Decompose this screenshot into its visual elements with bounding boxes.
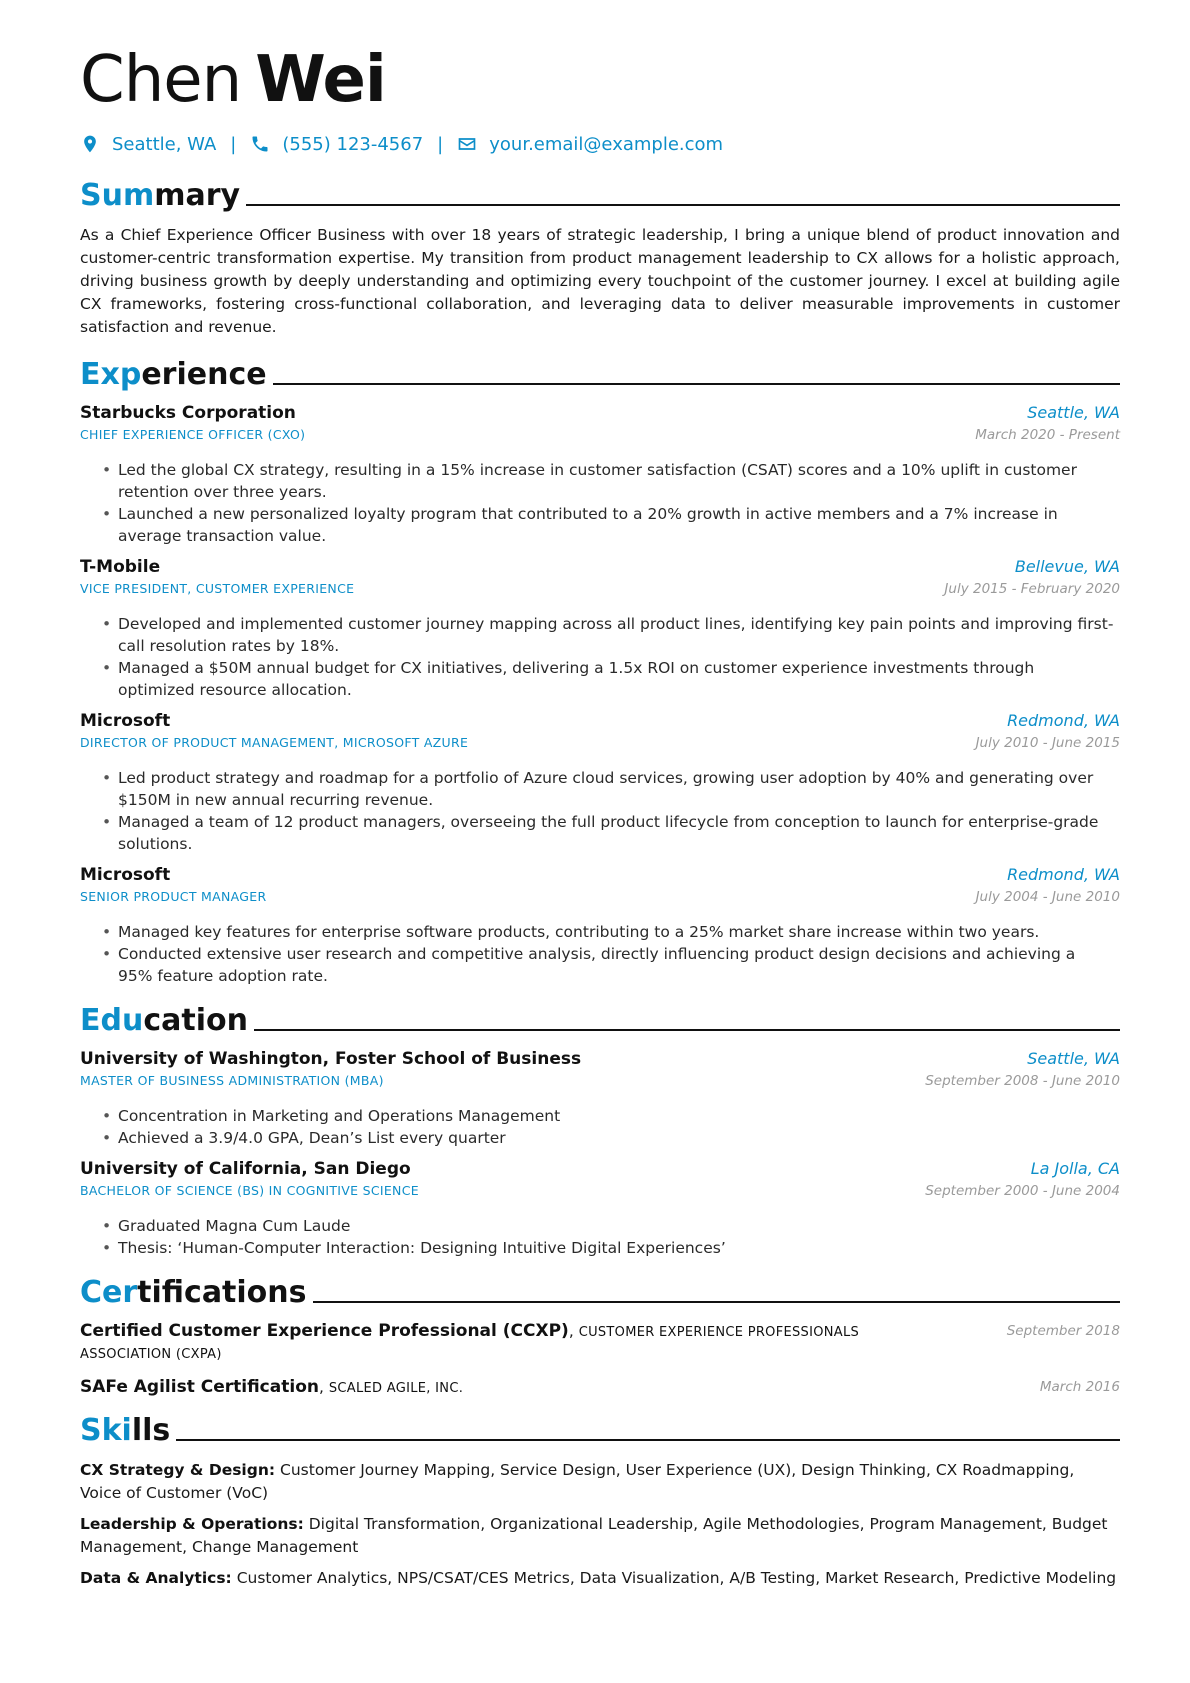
contact-separator: | bbox=[230, 133, 237, 155]
job-location: Bellevue, WA bbox=[1014, 557, 1120, 576]
heading-rule bbox=[246, 204, 1120, 206]
education-entry bbox=[80, 1049, 1120, 1149]
experience-entry bbox=[80, 711, 1120, 855]
school-name: University of California, San Diego bbox=[80, 1159, 411, 1179]
skill-items: Digital Transformation, Organizational Leadership, Agile Methodologies, Program Management, Budget Management, Change Management bbox=[80, 1515, 1108, 1556]
heading-accent: Edu bbox=[80, 1003, 144, 1038]
company-name: Microsoft bbox=[80, 711, 171, 731]
candidate-name bbox=[80, 40, 1120, 120]
job-title: VICE PRESIDENT, CUSTOMER EXPERIENCE bbox=[80, 581, 355, 596]
bullet-item: • Managed a team of 12 product managers, overseeing the full product lifecycle from conception to launch for enterprise-grade solutions. bbox=[118, 811, 1120, 855]
contact-location bbox=[80, 134, 216, 155]
skill-category: Leadership & Operations: bbox=[80, 1515, 304, 1533]
certification-date: September 2018 bbox=[1006, 1323, 1120, 1339]
company-name: T-Mobile bbox=[80, 557, 161, 577]
skill-items: Customer Analytics, NPS/CSAT/CES Metrics, Data Visualization, A/B Testing, Market Research, Predictive Modeling bbox=[236, 1569, 1117, 1587]
heading-rule bbox=[176, 1439, 1120, 1441]
job-title: SENIOR PRODUCT MANAGER bbox=[80, 889, 267, 904]
bullet-list bbox=[80, 613, 1120, 701]
bullet-item: • Developed and implemented customer journey mapping across all product lines, identifying key pain points and improving first-call resolution rates by 18%. bbox=[118, 613, 1120, 657]
bullet-list bbox=[80, 767, 1120, 855]
contact-line bbox=[80, 132, 1120, 156]
heading-rule bbox=[273, 383, 1120, 385]
skill-group bbox=[80, 1567, 1120, 1590]
resume-content bbox=[80, 0, 1120, 1590]
envelope-icon bbox=[457, 134, 477, 154]
education-heading bbox=[80, 999, 1120, 1039]
summary-heading bbox=[80, 174, 1120, 214]
heading-rest: lls bbox=[131, 1413, 171, 1448]
bullet-item: • Led product strategy and roadmap for a portfolio of Azure cloud services, growing user adoption by 40% and generating over $150M in new annual recurring revenue. bbox=[118, 767, 1120, 811]
skill-category: Data & Analytics: bbox=[80, 1569, 232, 1587]
job-dates: March 2020 - Present bbox=[975, 427, 1120, 443]
first-name: Chen bbox=[80, 43, 242, 117]
experience-entry bbox=[80, 557, 1120, 701]
job-dates: July 2010 - June 2015 bbox=[975, 735, 1120, 751]
skill-items: Customer Journey Mapping, Service Design, User Experience (UX), Design Thinking, CX Roadmapping, Voice of Customer (VoC) bbox=[80, 1461, 1075, 1502]
bullet-item: • Achieved a 3.9/4.0 GPA, Dean’s List every quarter bbox=[118, 1127, 1120, 1149]
education-entry bbox=[80, 1159, 1120, 1259]
skill-group bbox=[80, 1459, 1120, 1505]
bullet-list bbox=[80, 1105, 1120, 1149]
email-link[interactable]: your.email@example.com bbox=[489, 133, 724, 155]
company-name: Starbucks Corporation bbox=[80, 403, 296, 423]
bullet-list bbox=[80, 1215, 1120, 1259]
experience-heading bbox=[80, 353, 1120, 393]
phone-icon bbox=[250, 134, 270, 154]
bullet-list bbox=[80, 459, 1120, 547]
bullet-item: • Graduated Magna Cum Laude bbox=[118, 1215, 1120, 1237]
contact-email[interactable] bbox=[457, 134, 723, 155]
bullet-item: • Launched a new personalized loyalty program that contributed to a 20% growth in active members and a 7% increase in average transaction value. bbox=[118, 503, 1120, 547]
heading-accent: Sum bbox=[80, 178, 155, 213]
degree: MASTER OF BUSINESS ADMINISTRATION (MBA) bbox=[80, 1073, 384, 1088]
heading-rest: tifications bbox=[137, 1275, 307, 1310]
job-title: DIRECTOR OF PRODUCT MANAGEMENT, MICROSOFT AZURE bbox=[80, 735, 469, 750]
heading-rule bbox=[313, 1301, 1120, 1303]
certifications-heading bbox=[80, 1271, 1120, 1311]
bullet-item: • Thesis: ‘Human-Computer Interaction: Designing Intuitive Digital Experiences’ bbox=[118, 1237, 1120, 1259]
bullet-list bbox=[80, 921, 1120, 987]
bullet-item: • Conducted extensive user research and competitive analysis, directly influencing product design decisions and achieving a 95% feature adoption rate. bbox=[118, 943, 1120, 987]
job-location: Seattle, WA bbox=[1027, 403, 1120, 422]
experience-entry bbox=[80, 865, 1120, 987]
heading-accent: Exp bbox=[80, 357, 142, 392]
certification-date: March 2016 bbox=[1039, 1379, 1120, 1395]
skill-category: CX Strategy & Design: bbox=[80, 1461, 276, 1479]
experience-entry bbox=[80, 403, 1120, 547]
summary-text: As a Chief Experience Officer Business with over 18 years of strategic leadership, I bring a unique blend of product innovation and customer-centric transformation expertise. My transition from product management leadership to CX allows for a holistic approach, driving business growth by deeply understanding and optimizing every touchpoint of the customer journey. I excel at building agile CX frameworks, fostering cross-functional collaboration, and leveraging data to deliver measurable improvements in customer satisfaction and revenue. bbox=[80, 226, 1120, 336]
heading-rule bbox=[254, 1029, 1120, 1031]
heading-rest: cation bbox=[143, 1003, 248, 1038]
job-title: CHIEF EXPERIENCE OFFICER (CXO) bbox=[80, 427, 306, 442]
bullet-item: • Led the global CX strategy, resulting in a 15% increase in customer satisfaction (CSAT) scores and a 10% uplift in customer retention over three years. bbox=[118, 459, 1120, 503]
job-dates: July 2004 - June 2010 bbox=[975, 889, 1120, 905]
education-dates: September 2008 - June 2010 bbox=[925, 1073, 1120, 1089]
bullet-item: • Concentration in Marketing and Operations Management bbox=[118, 1105, 1120, 1127]
education-dates: September 2000 - June 2004 bbox=[925, 1183, 1120, 1199]
job-location: Redmond, WA bbox=[1007, 865, 1120, 884]
phone-text[interactable]: (555) 123-4567 bbox=[282, 133, 424, 155]
heading-accent: Ski bbox=[80, 1413, 132, 1448]
heading-accent: Cer bbox=[80, 1275, 138, 1310]
school-name: University of Washington, Foster School of Business bbox=[80, 1049, 582, 1069]
certification-entry: Certified Customer Experience Professional (CCXP), CUSTOMER EXPERIENCE PROFESSIONALS ASSOCIATION (CXPA) September 2018 bbox=[80, 1321, 1120, 1362]
contact-phone[interactable] bbox=[250, 134, 423, 155]
map-pin-icon bbox=[80, 134, 100, 154]
job-dates: July 2015 - February 2020 bbox=[944, 581, 1120, 597]
certification-name: Certified Customer Experience Professional (CCXP) bbox=[80, 1321, 569, 1341]
school-location: La Jolla, CA bbox=[1030, 1159, 1120, 1178]
last-name: Wei bbox=[255, 43, 386, 117]
school-location: Seattle, WA bbox=[1027, 1049, 1120, 1068]
certification-issuer: CUSTOMER EXPERIENCE PROFESSIONALS ASSOCIATION (CXPA) bbox=[80, 1325, 860, 1362]
company-name: Microsoft bbox=[80, 865, 171, 885]
bullet-item: • Managed a $50M annual budget for CX initiatives, delivering a 1.5x ROI on customer experience investments through optimized resource allocation. bbox=[118, 657, 1120, 701]
certification-entry: SAFe Agilist Certification, SCALED AGILE, INC. March 2016 bbox=[80, 1377, 1120, 1397]
certification-issuer: SCALED AGILE, INC. bbox=[328, 1381, 464, 1396]
heading-rest: erience bbox=[141, 357, 267, 392]
heading-rest: mary bbox=[154, 178, 241, 213]
bullet-item: • Managed key features for enterprise software products, contributing to a 25% market share increase within two years. bbox=[118, 921, 1120, 943]
degree: BACHELOR OF SCIENCE (BS) IN COGNITIVE SCIENCE bbox=[80, 1183, 419, 1198]
job-location: Redmond, WA bbox=[1007, 711, 1120, 730]
skill-group bbox=[80, 1513, 1120, 1559]
certification-name: SAFe Agilist Certification bbox=[80, 1377, 319, 1397]
location-text: Seattle, WA bbox=[112, 133, 217, 155]
skills-heading bbox=[80, 1409, 1120, 1449]
contact-separator: | bbox=[437, 133, 444, 155]
